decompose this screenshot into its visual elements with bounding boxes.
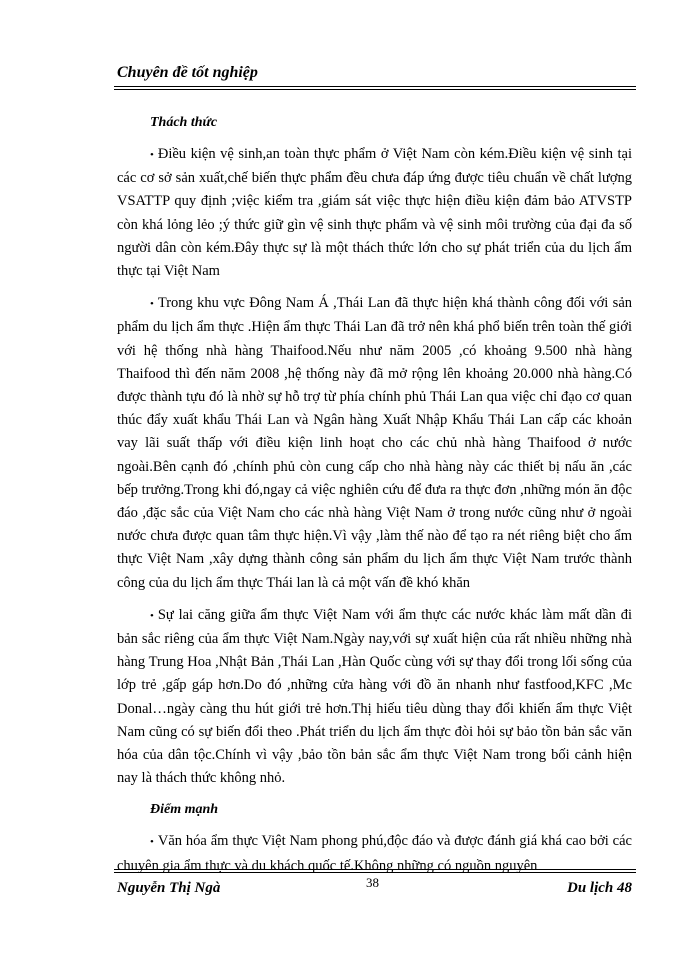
- challenges-heading: Thách thức: [150, 115, 218, 130]
- paragraph-text: Trong khu vực Đông Nam Á ,Thái Lan đã thực hiện khá thành công đối với sản phẩm du lịch ẩm thực .Hiện ẩm thực Thái Lan đã trở nên khá phổ biến trên toàn thế giới với hệ thống nhà hàng Thaifood.Nếu như năm 2005 ,có khoảng 9.500 nhà hàng Thaifood thì đến năm 2008 ,hệ thống này đã mở rộng lên khoảng 20.000 nhà hàng.Có được thành tựu đó là nhờ sự hỗ trợ từ phía chính phủ Thái Lan qua việc chỉ đạo cơ quan thúc đẩy xuất khẩu Thái Lan và Ngân hàng Xuất Nhập Khẩu Thái Lan cấp các khoản vay lãi suất thấp với điều kiện linh hoạt cho các chủ nhà hàng Thaifood ở nước ngoài.Bên cạnh đó ,chính phủ còn cung cấp cho nhà hàng này các thiết bị nấu ăn ,các bếp trưởng.Trong khi đó,ngay cả việc nghiên cứu để đưa ra thực đơn ,những món ăn độc đáo ,đặc sắc của Việt Nam cho các nhà hàng Việt Nam ở trong nước cũng như ở ngoài nước chưa được quan tâm thực hiện.Vì vậy ,làm thế nào để tạo ra nét riêng biệt cho ẩm thực Việt Nam ,xây dựng thành công sản phẩm du lịch ẩm thực Việt Nam trước thành công của du lịch ẩm thực Thái lan là cả một vấn đề khó khăn: [117, 295, 632, 591]
- bullet-icon: •: [150, 836, 154, 849]
- header-title: Chuyên đề tốt nghiệp: [117, 64, 258, 81]
- paragraph-text: Điều kiện vệ sinh,an toàn thực phẩm ở Việt Nam còn kém.Điều kiện vệ sinh tại các cơ sở sản xuất,chế biến thực phẩm đều chưa đáp ứng được tiêu chuẩn về chất lượng VSATTP quy định ;việc kiểm tra ,giám sát việc thực hiện điều kiện đảm bảo ATVSTP còn khá lỏng lẻo ;ý thức giữ gìn vệ sinh thực phẩm và vệ sinh môi trường của đại đa số người dân còn kém.Đây thực sự là một thách thức lớn cho sự phát triển của du lịch ẩm thực tại Việt Nam: [117, 146, 632, 280]
- challenge-paragraph-2: [117, 292, 632, 595]
- header-rule: [114, 86, 636, 90]
- document-body: [117, 112, 632, 887]
- footer-rule: [114, 869, 636, 873]
- footer-class: Du lịch 48: [566, 880, 632, 896]
- bullet-icon: •: [150, 609, 154, 622]
- challenge-paragraph-1: [117, 143, 632, 283]
- paragraph-text: Sự lai căng giữa ẩm thực Việt Nam với ẩm thực các nước khác làm mất dần đi bản sắc riêng của ẩm thực Việt Nam.Ngày nay,với sự xuất hiện của rất nhiều những nhà hàng Trung Hoa ,Nhật Bản ,Thái Lan ,Hàn Quốc cùng với sự thay đổi trong lối sống của lớp trẻ ,gấp gáp hơn.Do đó ,những cửa hàng với đồ ăn nhanh như fastfood,KFC ,Mc Donal…ngày càng thu hút giới trẻ hơn.Thị hiếu tiêu dùng thay đổi khiến ẩm thực Việt Nam cũng có sự biến đổi theo .Phát triển du lịch ẩm thực đòi hỏi sự bảo tồn bản sắc văn hóa của dân tộc.Chính vì vậy ,bảo tồn bản sắc ẩm thực Việt Nam trong bối cảnh hiện nay là thách thức không nhỏ.: [117, 606, 632, 787]
- bullet-icon: •: [150, 149, 154, 161]
- paragraph-text: Văn hóa ẩm thực Việt Nam phong phú,độc đáo và được đánh giá khá cao bởi các chuyên gia ẩm thực và du khách quốc tế.Không những có nguồn nguyên: [117, 833, 632, 874]
- page-number: 38: [366, 875, 379, 890]
- strengths-heading: Điểm mạnh: [150, 802, 219, 818]
- bullet-icon: •: [150, 298, 154, 311]
- challenge-paragraph-3: [117, 604, 632, 791]
- footer-author: Nguyễn Thị Ngà: [117, 880, 221, 896]
